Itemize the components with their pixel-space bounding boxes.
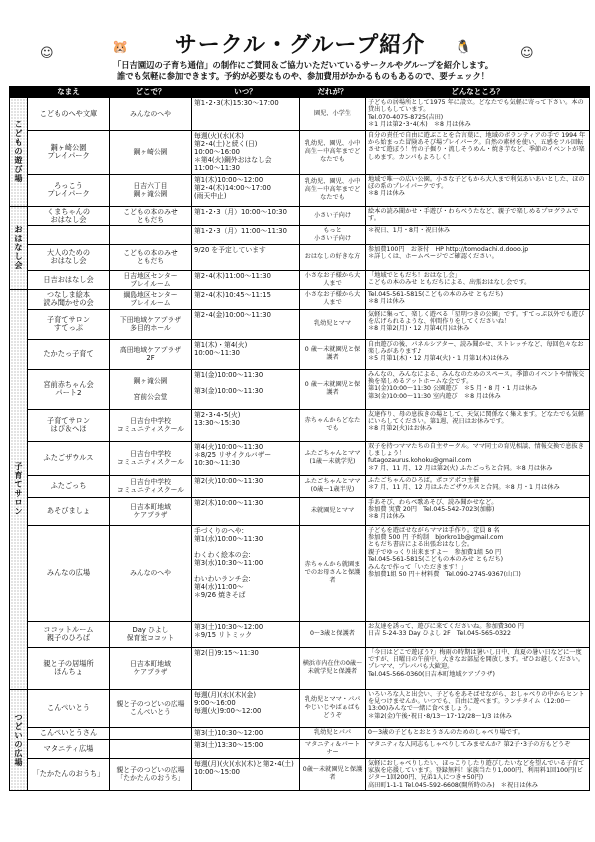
circle-location [110, 739, 192, 758]
circle-name: 子育てサロン はぴ＆へほ [28, 409, 110, 441]
table-row [10, 475, 590, 497]
circle-name: たかたっ子育て [28, 339, 110, 369]
circle-location: 親と子のつどいの広場 こんぺいとう [110, 689, 192, 727]
circle-audience: 小さい子向け [300, 206, 366, 225]
circle-audience: 0歳～未就園児と保護者 [300, 758, 366, 791]
circle-location [110, 727, 192, 739]
table-row [10, 525, 590, 621]
table-row [10, 130, 590, 174]
circle-description: 気軽に集って、楽しく遊べる「星明つきの公園」です。すてっぷ以外でも遊びを広げられるような、仲間作りをしてくださいね！ ＊8 月第2(月)・12 月第4(月)は休み [366, 309, 590, 339]
page-title: サークル・グループ紹介 [174, 33, 426, 58]
table-row [10, 441, 590, 475]
circle-location: 鋼ヶ崎公園 [110, 130, 192, 174]
circle-description: 友達作り、母の息抜きの場として、天気に関係なく集えます。どなたでも気軽にいらしてください。第1週、祝日はお休みです。 ＊8 月第2(火)はお休み [366, 409, 590, 441]
circle-audience: 乳幼児、園児、小中高生～中高年までどなたでも [300, 174, 366, 206]
circle-name [28, 225, 110, 244]
circle-schedule: 第3(土)13:30～15:00 [192, 739, 300, 758]
circle-location: 高田地域ケアプラザ 2F [110, 339, 192, 369]
circle-name: 宮前赤ちゃん会 パート2 [28, 369, 110, 409]
circle-audience: 乳幼児とママ [300, 309, 366, 339]
circle-name: みんなの広場 [28, 525, 110, 621]
circle-location: こどもの本のみせ ともだち [110, 206, 192, 225]
circle-name: 鋼ヶ崎公園 プレイパーク [28, 130, 110, 174]
circle-name: ふたごザウルス [28, 441, 110, 475]
circle-schedule: 第1(木)・第4(火) 10:00～11:30 [192, 339, 300, 369]
child-icon: ☺ [520, 46, 534, 61]
table-row [10, 289, 590, 309]
table-row [10, 98, 590, 131]
circle-description: 手あそび、わらべ歌あそび、読み聞かせなど。 参加費 実費 20円 Tel.045-542-7023(加藤) ＊8 月は休み [366, 497, 590, 525]
header-where: どこで？ [110, 87, 192, 98]
circle-schedule: 第1･2･3（月）11:00～11:30 [192, 225, 300, 244]
category-label: お は な し 会 [10, 206, 28, 289]
table-row [10, 647, 590, 689]
circle-description: お友達を誘って、遊びに来てくださいね。参加費300 円 日吉 5-24-33 Day ひよし 2F Tel.045-565-0322 [366, 621, 590, 647]
circle-schedule: 第2･4(木)10:45～11:15 [192, 289, 300, 309]
animal-icon: 🐧 [455, 40, 472, 55]
circle-location: 鋼ヶ滝公園 宮前公会堂 [110, 369, 192, 409]
category-label: こ ど も の 遊 び 場 [10, 98, 28, 207]
header-name: なまえ [28, 87, 110, 98]
category-label: 子 育 て サ ロ ン [10, 289, 28, 689]
circle-name: つなしま絵本 読み聞かせの会 [28, 289, 110, 309]
circle-location: みんなのへや [110, 98, 192, 131]
circle-name: ろっこう プレイパーク [28, 174, 110, 206]
table-row [10, 497, 590, 525]
circle-description: ふたごちゃんのひろば。ポコアポコ主催 ＊7 月、11 月、12 月はふたごザウルスと合同。＊8 月・1 月は休み [366, 475, 590, 497]
circle-location: 日吉台中学校 コミュニティスクール [110, 441, 192, 475]
circle-audience: 園児、小学生 [300, 98, 366, 131]
table-row [10, 339, 590, 369]
circle-schedule: 第1･2･3(木)15:30～17:00 [192, 98, 300, 131]
circle-description: 参加費100円 お茶付 HP http://tomodachi.d.dooo.jp ＊詳しくは、ホームページでご確認ください。 [366, 244, 590, 270]
circle-schedule: 毎週(月)(水)(木)(金) 9:00～16:00 毎週(火)9:00～12:00 [192, 689, 300, 727]
circle-location: 日吉六丁目 鋼ヶ滝公園 [110, 174, 192, 206]
circle-schedule: 9/20 を予定しています [192, 244, 300, 270]
circle-location: みんなのへや [110, 525, 192, 621]
circle-description: 自分の責任で自由に遊ぶことを合言葉に、地域のボランティアの手で 1994 年から始まった冒険あそび場プレイパーク。自然の素材を使い、五感をフル回転させて遊ぼう！竹の子掘り・流しそうめん・焼き芋など、季節のイベントが楽しめます。カンパもよろしく！ [366, 130, 590, 174]
circle-description: いろいろな人と出会い、子どもをあそばせながら、おしゃべりの中からヒントを見つけませんか。いつでも、自由に遊べます。ランチタイム（12:00～13:00)みんなで一緒に食べましょう。 ＊第2(金)午後･祝日･8/13～17･12/28～1/3 は休み [366, 689, 590, 727]
circle-schedule: 第2(木)10:00～11:30 [192, 497, 300, 525]
circle-audience: ふたごちゃんとママ(1歳～未就学児) [300, 441, 366, 475]
header-who: だれが？ [300, 87, 366, 98]
table-row [10, 739, 590, 758]
table-row [10, 206, 590, 225]
circle-audience: 0～3歳と保護者 [300, 621, 366, 647]
table-row [10, 270, 590, 289]
circle-audience: 赤ちゃんからどなたでも [300, 409, 366, 441]
circle-location: 綱島地区センター プレイルーム [110, 289, 192, 309]
circle-table [9, 86, 590, 791]
circle-description: 気軽におしゃべりしたい、ほっこりしたり遊びしたいなどを望んでいる子育て家族を応援しています。登録無料！家族当たり1,000円、利用料1回100円(ビジター1回200円、兄弟1人につき+50円) 高田町1-1-1 Tel.045-592-6608(開所時のみ) ＊祝日は休み [366, 758, 590, 791]
intro-line-2: 誰でも気軽に参加できます。予約が必要なものや、参加費用がかかるものもあるので、要チェック！ [116, 71, 490, 81]
header-category [10, 87, 28, 98]
circle-description: 「今日はどこで遊ぼう?」梅雨の時期は暑いし日中、真夏の暑い日などに一度ですが、日曜日の午前中、大きなお部屋を開放します。ぜひお越しください。プレママ、プレパパも大歓迎。 Tel.045-566-0360(日吉本町地域ケアプラザ) [366, 647, 590, 689]
circle-description: 自由遊びの後、パネルシアター、読み聞かせ、ストレッチなど、毎回色々なお楽しみがあります♪ ＊5 月第1(木)・12 月第4(火)・1 月第1(木)は休み [366, 339, 590, 369]
circle-name: こんぺいとう [28, 689, 110, 727]
circle-name: 大人のための おはなし会 [28, 244, 110, 270]
circle-schedule: 第4(火)10:00～11:30 ＊8/25 リサイクルバザー 10:30～11:30 [192, 441, 300, 475]
circle-audience: 小さなお子様から大人まで [300, 270, 366, 289]
table-row [10, 174, 590, 206]
table-row [10, 689, 590, 727]
circle-name: ふたごっち [28, 475, 110, 497]
circle-name: こどものへや文庫 [28, 98, 110, 131]
circle-description: 「地域でともだち！おはなし会」 こどもの本のみせ ともだちによる、出張おはなし会です。 [366, 270, 590, 289]
circle-schedule: 手づくりのへや: 第1(水)10:00～11:30 わくわく絵本の会: 第3(水)10:30～11:00 わいわいランチ会: 第4(水)11:00～ ＊9/26 焼きそば [192, 525, 300, 621]
circle-schedule: 第2(日)9:15～11:30 [192, 647, 300, 689]
circle-audience: 乳幼児とパパ [300, 727, 366, 739]
table-row [10, 225, 590, 244]
circle-schedule: 第2･4(金)10:00～11:30 [192, 309, 300, 339]
table-row [10, 758, 590, 791]
circle-audience: 未就園児とママ [300, 497, 366, 525]
child-icon: ☺ [40, 46, 54, 61]
circle-audience: 乳幼児、園児、小中高生～中高年までどなたでも [300, 130, 366, 174]
circle-location: 日吉本町地域 ケアプラザ [110, 497, 192, 525]
circle-location: Day ひよし 保育室ココット [110, 621, 192, 647]
table-row [10, 309, 590, 339]
circle-audience: 0 歳～未就園児と保護者 [300, 339, 366, 369]
circle-location: 親と子のつどいの広場 「たかたんのおうち」 [110, 758, 192, 791]
intro-text [88, 60, 518, 82]
circle-description: ＊祝日、1月・8月・祝日休み [366, 225, 590, 244]
circle-schedule: 第1･2･3（月）10:00～10:30 [192, 206, 300, 225]
page-header [0, 8, 595, 64]
circle-schedule: 第2(火)10:00～11:30 [192, 475, 300, 497]
intro-line-1: 「日吉園辺の子育ち通信」の制作にご賛同＆ご協力いただいているサークルやグループを紹介します。 [112, 60, 494, 70]
circle-description: 地域で唯一の広い公園。小さな子どもから大人まで利気あいあいとした、ほのぼの系のプレイパークです。 ＊8 月は休み [366, 174, 590, 206]
circle-location: 日吉台中学校 コミュニティスクール [110, 409, 192, 441]
circle-schedule: 第1(金)10:00～11:30 第3(金)10:00～11:30 [192, 369, 300, 409]
circle-audience: 0 歳～未就園児と保護者 [300, 369, 366, 409]
circle-audience: ふたごちゃんとママ(0歳～1歳半児) [300, 475, 366, 497]
circle-name: 子育てサロン すてっぷ [28, 309, 110, 339]
circle-name: マタニティ広場 [28, 739, 110, 758]
circle-description: 子どもを遊ばせながらママは手作り。定員 8 名 参加費 500 円 予約制 bjorkro1b@gmail.com ともだち書店による出張おはなし会。 親子でゆっくり出来ますよ〜 参加費1組 50 円 Tel.045-561-5815(こどもの本のみせ ともだち) みんなで作って「いただきます！」 参加費1組 50 円＋材料費 Tel.090-2745-9367(山口) [366, 525, 590, 621]
table-row [10, 244, 590, 270]
table-row [10, 727, 590, 739]
circle-location [110, 225, 192, 244]
circle-audience: 横浜市内在住の0歳～未就学児と保護者 [300, 647, 366, 689]
table-header [10, 87, 590, 98]
circle-schedule: 第1(木)10:00～12:00 第2･4(木)14:00～17:00 (雨天中止) [192, 174, 300, 206]
circle-description: 子どもの居場所として1975 年に設立。どなたでも気軽に寄って下さい。本の貸出しもしています。 Tel.070-4075-8725(吉田) ＊1 月は第2･3･4(木) ＊8 月は休み [366, 98, 590, 131]
header-what: どんなところ？ [366, 87, 590, 98]
circle-location: 日吉本町地域 ケアプラザ [110, 647, 192, 689]
circle-schedule: 毎週(火)(水)(木) 第2･4(土)と続く(日) 10:00～16:00 ＊第4(火)鋼外おはなし会 11:00～11:30 [192, 130, 300, 174]
circle-description: Tel.045-561-5815(こどもの本のみせ ともだち) ＊8 月は休み [366, 289, 590, 309]
circle-location: こどもの本のみせ ともだち [110, 244, 192, 270]
circle-description: 0～3歳の子どもとおとうさんのためのしゃべり場です。 [366, 727, 590, 739]
circle-audience: おはなしの好きな方 [300, 244, 366, 270]
circle-audience: マタニティ＆パートナー [300, 739, 366, 758]
circle-audience: 小さなお子様から大人まで [300, 289, 366, 309]
circle-audience: 赤ちゃんから就園までのお母さんと保護者 [300, 525, 366, 621]
circle-description: みんなの、みんなによる、みんなのためのスペース。季節のイベントや情報交換を楽しめるアットホームな会です。 第1(金)10:00～11:30 公園遊び ＊5 月・8 月・1 月は休み 第3(金)10:00～11:30 室内遊び ＊8 月は休み [366, 369, 590, 409]
circle-name: こんぺいとうさん [28, 727, 110, 739]
circle-location: 下田地域ケアプラザ 多目的ホール [110, 309, 192, 339]
table-row [10, 369, 590, 409]
circle-name: 「たかたんのおうち」 [28, 758, 110, 791]
circle-schedule: 第2･3･4･5(火) 13:30～15:30 [192, 409, 300, 441]
circle-schedule: 第3(土)10:30～12:00 [192, 727, 300, 739]
circle-name: あそびましょ [28, 497, 110, 525]
circle-location: 日吉地区センター プレイルーム [110, 270, 192, 289]
circle-name: 日吉おはなし会 [28, 270, 110, 289]
table-row [10, 621, 590, 647]
circle-audience: 乳幼児とママ・パパやじいじやばぁばもどうぞ [300, 689, 366, 727]
circle-description: 双子を持つママたちの自主サークル。ママ同士の育児相談、情報交換で息抜きしましょう！ futagozaurus.kohoku@gmail.com ＊7 月、11 月、12 月は第2(火) ふたごっちと合同。＊8 月は休み [366, 441, 590, 475]
circle-schedule: 第2･4(木)11:00～11:30 [192, 270, 300, 289]
circle-description: 絵本の読み聞かせ・手遊び・わらべうたなど、親子で楽しめるプログラムです。 [366, 206, 590, 225]
category-label: つ ど い の 広 場 [10, 689, 28, 791]
header-when: いつ？ [192, 87, 300, 98]
circle-description: マタニティな人同志もしゃべりしてみませんか？第2子･3子の方もどうぞ [366, 739, 590, 758]
table-row [10, 409, 590, 441]
circle-name: 親と子の居場所 ほんちょ [28, 647, 110, 689]
animal-icon: 🐹 [112, 40, 129, 55]
circle-name: くまちゃんの おはなし会 [28, 206, 110, 225]
circle-audience: もっと 小さい子向け [300, 225, 366, 244]
circle-schedule: 第3(土)10:30～12:00 ＊9/15 リトミック [192, 621, 300, 647]
circle-location: 日吉台中学校 コミュニティスクール [110, 475, 192, 497]
circle-name: ココットルーム 親子のひろば [28, 621, 110, 647]
circle-schedule: 毎週(月)(火)(水)(木)と第2･4(土) 10:00～15:00 [192, 758, 300, 791]
